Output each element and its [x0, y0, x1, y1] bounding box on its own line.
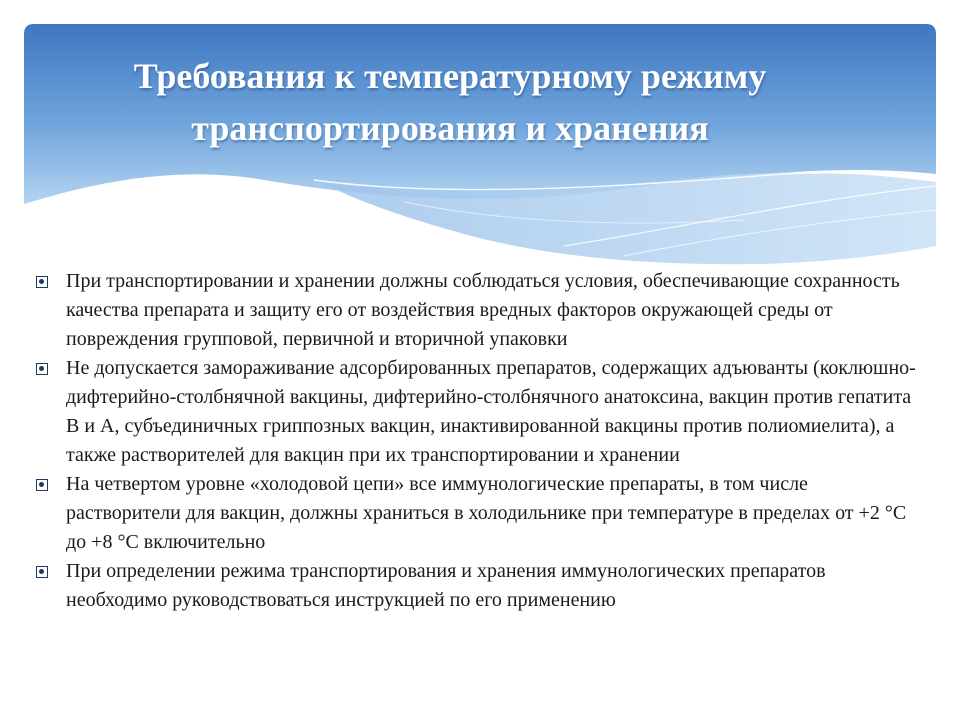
bullet-list	[36, 267, 916, 615]
list-item	[36, 267, 916, 354]
list-item-text: При определении режима транспортирования и хранения иммунологических препаратов необходимо руководствоваться инструкцией по его применению	[66, 560, 826, 611]
list-item	[36, 354, 916, 470]
square-bullet-icon	[36, 566, 48, 578]
list-item-text: При транспортировании и хранении должны соблюдаться условия, обеспечивающие сохранность качества препарата и защиту его от воздействия вредных факторов окружающей среды от повреждения групповой, первичной и вторичной упаковки	[66, 270, 900, 350]
slide-title: Требования к температурному режиму транспортирования и хранения	[133, 56, 767, 148]
list-item-text: На четвертом уровне «холодовой цепи» все иммунологические препараты, в том числе растворители для вакцин, должны храниться в холодильнике при температуре в пределах от +2 °С до +8 °С включительно	[66, 473, 907, 553]
list-item	[36, 470, 916, 557]
list-item-text: Не допускается замораживание адсорбированных препаратов, содержащих адъюванты (коклюшно-дифтерийно-столбнячной вакцины, дифтерийно-столбнячного анатоксина, вакцин против гепатита В и А, субъединичных гриппозных вакцин, инактивированной вакцины против полиомиелита), а также растворителей для вакцин при их транспортировании и хранении	[66, 357, 916, 466]
square-bullet-icon	[36, 276, 48, 288]
square-bullet-icon	[36, 363, 48, 375]
square-bullet-icon	[36, 479, 48, 491]
list-item	[36, 557, 916, 615]
